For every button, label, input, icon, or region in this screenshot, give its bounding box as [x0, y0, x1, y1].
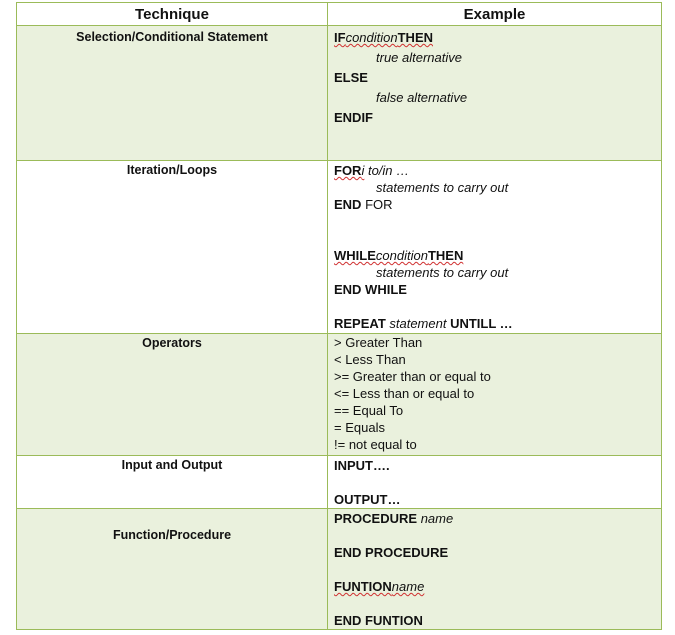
- end-procedure-keyword: END PROCEDURE: [334, 545, 449, 560]
- header-example: Example: [328, 3, 662, 26]
- technique-label: Function/Procedure: [112, 528, 232, 542]
- while-keyword: WHILE: [334, 248, 376, 263]
- true-alternative: true alternative: [376, 50, 462, 65]
- table-row: [17, 509, 662, 630]
- end-keyword: END: [334, 197, 362, 212]
- technique-label: Input and Output: [121, 458, 223, 472]
- table-row: [17, 26, 662, 161]
- operator-line: < Less Than: [334, 352, 406, 367]
- while-condition: condition: [375, 248, 428, 263]
- for-keyword: FOR: [334, 163, 362, 178]
- end-funtion-keyword: END FUNTION: [334, 613, 423, 628]
- until-keyword: UNTILL …: [450, 316, 513, 331]
- table-row: [17, 334, 662, 456]
- input-keyword: INPUT….: [334, 458, 390, 473]
- then-keyword: THEN: [397, 30, 433, 45]
- false-alternative: false alternative: [376, 90, 468, 105]
- example-cell: [328, 161, 662, 334]
- technique-cell: [17, 509, 328, 630]
- technique-cell: [17, 334, 328, 456]
- funtion-keyword: FUNTION: [334, 579, 392, 594]
- technique-label: Operators: [142, 336, 202, 350]
- table-row: [17, 161, 662, 334]
- technique-label: Selection/Conditional Statement: [76, 30, 268, 44]
- header-row: [17, 3, 662, 26]
- table-row: [17, 456, 662, 509]
- operator-line: == Equal To: [334, 403, 404, 418]
- while-then-keyword: THEN: [427, 248, 464, 263]
- funtion-name: name: [391, 579, 425, 594]
- operator-line: > Greater Than: [334, 335, 423, 350]
- technique-cell: [17, 26, 328, 161]
- technique-label: Iteration/Loops: [126, 163, 218, 177]
- header-technique: Technique: [17, 3, 328, 26]
- operator-line: != not equal to: [334, 437, 417, 452]
- end-for-text: FOR: [361, 197, 393, 212]
- if-keyword: IF: [334, 30, 346, 45]
- output-keyword: OUTPUT…: [334, 492, 401, 507]
- example-cell: [328, 26, 662, 161]
- while-body: statements to carry out: [376, 265, 509, 280]
- example-cell: [328, 334, 662, 456]
- technique-cell: [17, 456, 328, 509]
- for-variable: i: [361, 163, 365, 178]
- end-while-keyword: END WHILE: [334, 282, 407, 297]
- example-cell: [328, 509, 662, 630]
- operator-line: >= Greater than or equal to: [334, 369, 491, 384]
- technique-cell: [17, 161, 328, 334]
- repeat-statement: statement: [385, 316, 451, 331]
- condition-text: condition: [345, 30, 398, 45]
- for-range: to/in …: [364, 163, 410, 178]
- operator-line: <= Less than or equal to: [334, 386, 475, 401]
- operator-line: = Equals: [334, 420, 385, 435]
- repeat-keyword: REPEAT: [334, 316, 386, 331]
- else-keyword: ELSE: [334, 70, 368, 85]
- pseudocode-table: [16, 2, 662, 630]
- endif-keyword: ENDIF: [334, 110, 373, 125]
- example-cell: [328, 456, 662, 509]
- procedure-keyword: PROCEDURE: [334, 511, 418, 526]
- procedure-name: name: [417, 511, 454, 526]
- for-body: statements to carry out: [376, 180, 509, 195]
